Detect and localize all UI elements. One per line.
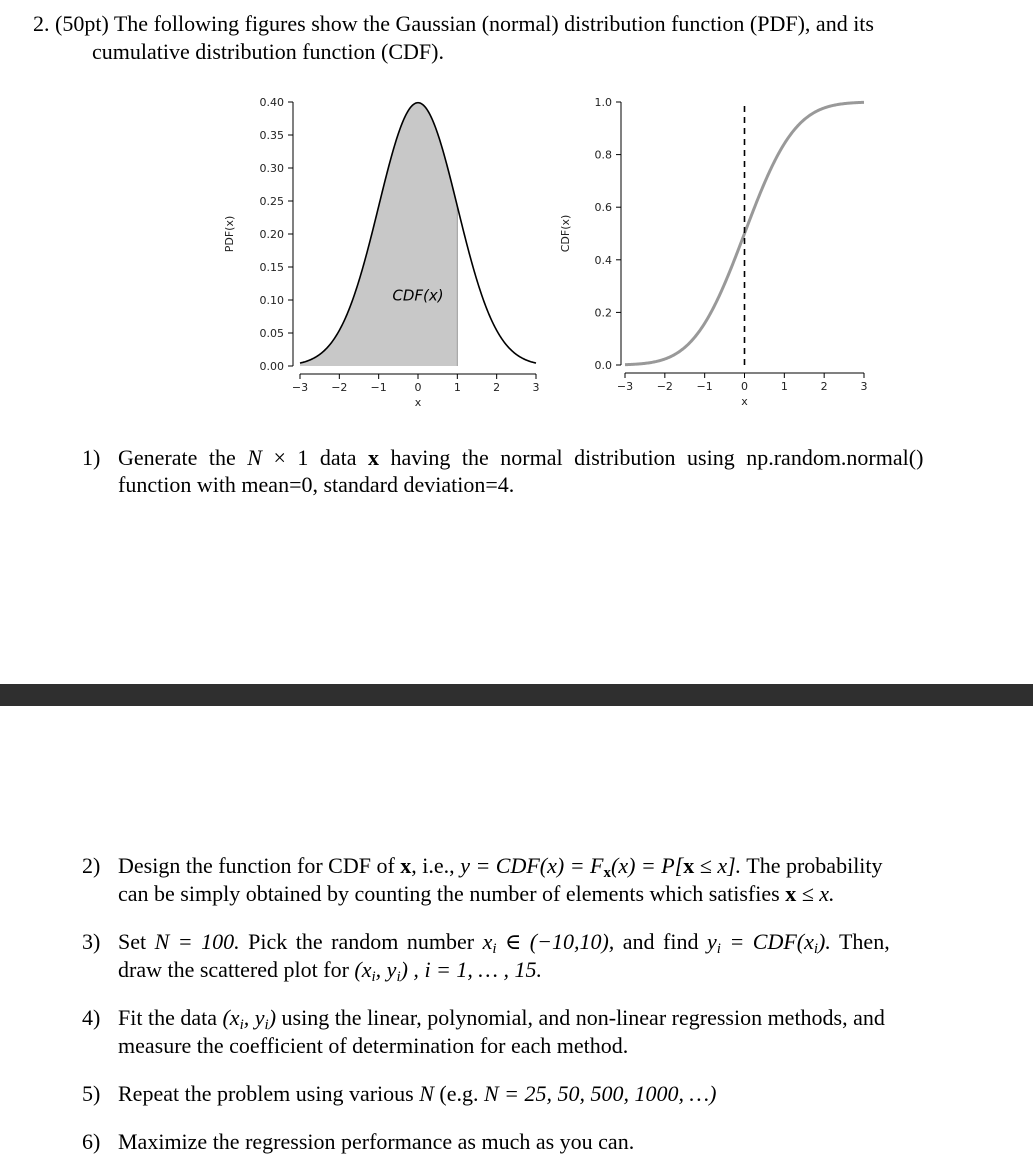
cdf-y-axis-label: CDF(x)	[559, 214, 572, 253]
pdf-y-tick-label: 0.15	[259, 261, 284, 274]
pdf-x-tick-label: −2	[331, 381, 348, 394]
task-5: 5) Repeat the problem using various N (e.g. N = 25, 50, 500, 1000, …)	[82, 1081, 717, 1106]
task-3-line2: draw the scattered plot for ($x_i$, $y_i$) , i = 1, … , 15.	[118, 957, 542, 985]
cdf-x-tick-label: 0	[741, 380, 748, 393]
task-2-line2: can be simply obtained by counting the number of elements which satisfies x ≤ x.	[118, 881, 835, 906]
pdf-y-tick-label: 0.00	[259, 360, 284, 373]
cdf-x-tick-label: 3	[860, 380, 868, 393]
cdf-x-tick-label: −2	[656, 380, 673, 393]
pdf-x-tick-label: 0	[414, 381, 422, 394]
cdf-x-tick-label: 2	[820, 380, 828, 393]
pdf-x-axis-label: x	[414, 396, 422, 408]
task-4: 4) Fit the data ($x_i$, $y_i$) using the linear, polynomial, and non-linear regression methods, and	[82, 1005, 885, 1033]
pdf-y-tick-label: 0.30	[259, 162, 284, 175]
task-1-number: 1)	[82, 445, 101, 470]
pdf-x-tick-label: −1	[370, 381, 387, 394]
task-3: 3) Set N = 100. Pick the random number $x_i$ ∈ (−10,10), and find $y_i = CDF(x_i)$. Then,	[82, 929, 890, 957]
problem-statement-line1: 2. (50pt) The following figures show the Gaussian (normal) distribution function (PDF), and its	[33, 11, 874, 36]
pdf-x-tick-label: 3	[532, 381, 540, 394]
pdf-cdf-annotation: CDF(x)	[392, 286, 444, 305]
problem-statement-line2: cumulative distribution function (CDF).	[92, 39, 444, 64]
pdf-y-tick-label: 0.40	[259, 96, 284, 109]
pdf-y-tick-label: 0.10	[259, 294, 284, 307]
page-divider	[0, 684, 1033, 706]
cdf-x-tick-label: −3	[616, 380, 634, 393]
pdf-y-tick-label: 0.35	[259, 129, 284, 142]
task-1-line2: function with mean=0, standard deviation=4.	[118, 472, 515, 497]
pdf-shaded-area	[300, 103, 457, 366]
cdf-x-tick-label: −1	[696, 380, 713, 393]
pdf-x-tick-label: 1	[453, 381, 461, 394]
task-2: 2) Design the function for CDF of x, i.e., $y = CDF(x) = F_x(x) = P[x \le x]$. The probability	[82, 853, 883, 881]
task-1: 1) Generate the N × 1 data x having the normal distribution using np.random.normal()	[82, 445, 924, 470]
cdf-y-tick-label: 0.2	[594, 306, 612, 320]
pdf-x-tick-label: −3	[291, 381, 309, 394]
pdf-y-tick-label: 0.20	[259, 228, 284, 241]
pdf-y-tick-label: 0.25	[259, 195, 284, 208]
cdf-y-tick-label: 0.0	[594, 359, 612, 372]
pdf-y-tick-label: 0.05	[259, 327, 284, 340]
pdf-y-axis-label: PDF(x)	[223, 215, 236, 253]
pdf-x-tick-label: 2	[493, 381, 501, 394]
pdf-chart	[205, 88, 545, 408]
task-4-line2: measure the coefficient of determination for each method.	[118, 1033, 629, 1058]
cdf-y-tick-label: 1.0	[594, 96, 612, 109]
cdf-x-tick-label: 1	[780, 380, 788, 393]
cdf-x-axis-label: x	[741, 395, 748, 408]
task-6: 6) Maximize the regression performance as much as you can.	[82, 1129, 635, 1154]
cdf-y-tick-label: 0.8	[594, 148, 612, 162]
cdf-y-tick-label: 0.6	[594, 201, 612, 215]
cdf-y-tick-label: 0.4	[594, 253, 612, 267]
cdf-chart	[550, 88, 880, 408]
